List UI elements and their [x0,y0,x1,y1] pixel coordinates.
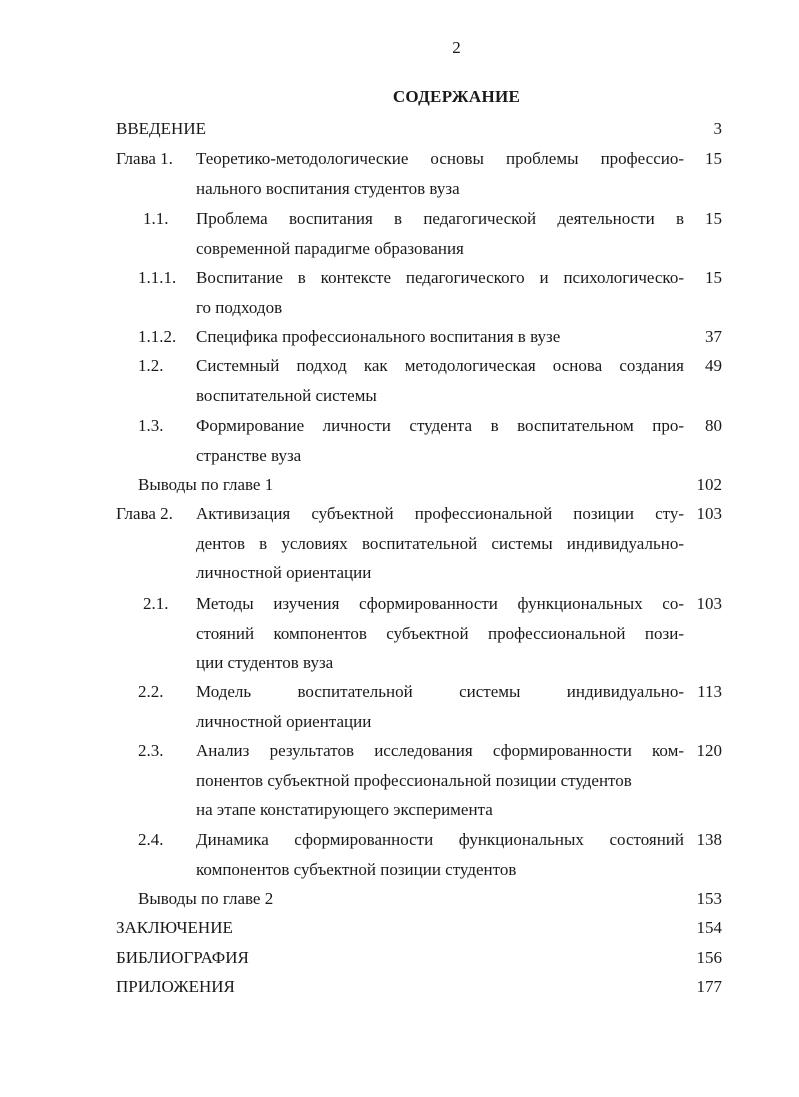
toc-entry-label: Выводы по главе 1 [138,475,274,494]
toc-entry-page: 153 [696,889,722,908]
toc-entry-title-line: нального воспитания студентов вуза [196,178,460,198]
page-title: СОДЕРЖАНИЕ [392,87,521,106]
toc-entry-title-line: Теоретико-методологические основы проблемы профессио- [196,149,684,168]
toc-entry-page: 154 [696,918,722,937]
toc-entry-title-line: компонентов субъектной позиции студентов [196,859,517,879]
toc-entry-title-line: Динамика сформированности функциональных состояний [196,830,684,849]
toc-entry-page: 80 [705,416,722,435]
toc-entry-title-line: воспитательной системы [196,385,377,405]
toc-entry-page: 103 [696,504,722,523]
toc-entry-title-line: Формирование личности студента в воспитательном про- [196,416,684,435]
toc-entry-label: 1.1.1. [138,268,177,287]
toc-entry-title-line: странстве вуза [196,445,302,465]
toc-entry-label: 2.2. [138,682,164,701]
toc-entry-title-line: го подходов [196,297,283,317]
toc-entry-title-line: Анализ результатов исследования сформированности ком- [196,741,684,760]
toc-entry-label: 2.4. [138,830,164,849]
toc-entry-label: 2.1. [143,594,169,613]
toc-entry-title-line: на этапе констатирующего эксперимента [196,800,493,819]
toc-entry-title-line: Специфика профессионального воспитания в вузе [196,327,561,346]
toc-entry-page: 120 [696,741,722,760]
toc-entry-title-line: Модель воспитательной системы индивидуально- [196,682,684,701]
toc-entry-label: 2.3. [138,741,164,760]
toc-entry-title-line: понентов субъектной профессиональной позиции студентов [196,770,632,790]
toc-entry-page: 3 [713,119,722,138]
toc-entry-label: 1.1.2. [138,327,177,346]
toc-entry-title-line: Системный подход как методологическая основа создания [196,356,684,375]
table-of-contents [0,114,799,1014]
toc-entry-page: 49 [705,356,722,375]
page-number: 2 [452,38,461,57]
toc-entry-title-line: дентов в условиях воспитательной системы индивидуально- [196,533,684,553]
toc-entry-label: 1.3. [138,416,164,435]
toc-entry-label: Глава 1. [116,149,173,168]
toc-entry-label: 1.2. [138,356,164,375]
toc-entry-page: 102 [696,475,722,494]
toc-entry-page: 138 [696,830,722,849]
toc-entry-page: 15 [705,209,722,228]
toc-entry-page: 177 [696,977,722,996]
toc-entry-page: 37 [705,327,722,346]
toc-entry-title-line: личностной ориентации [196,563,372,582]
toc-entry-page: 156 [696,948,722,967]
toc-entry-title-line: Методы изучения сформированности функциональных со- [196,594,684,613]
toc-entry-label: ВВЕДЕНИЕ [116,119,206,138]
toc-entry-title-line: Активизация субъектной профессиональной позиции сту- [196,504,684,523]
toc-entry-label: Выводы по главе 2 [138,889,274,908]
toc-entry-title-line: стояний компонентов субъектной профессиональной пози- [196,623,684,643]
toc-entry-label: ЗАКЛЮЧЕНИЕ [116,918,233,937]
toc-entry-page: 15 [705,268,722,287]
toc-entry-title-line: Проблема воспитания в педагогической деятельности в [196,209,684,228]
toc-entry-label: Глава 2. [116,504,173,523]
toc-entry-page: 113 [697,682,722,701]
toc-entry-label: БИБЛИОГРАФИЯ [116,948,249,967]
toc-entry-label: 1.1. [143,209,169,228]
toc-entry-label: ПРИЛОЖЕНИЯ [116,977,235,996]
toc-entry-page: 103 [696,594,722,613]
toc-entry-title-line: личностной ориентации [196,711,372,731]
toc-entry-title-line: ции студентов вуза [196,653,334,672]
toc-entry-page: 15 [705,149,722,168]
toc-entry-title-line: современной парадигме образования [196,238,464,258]
toc-entry-title-line: Воспитание в контексте педагогического и психологическо- [196,268,684,287]
